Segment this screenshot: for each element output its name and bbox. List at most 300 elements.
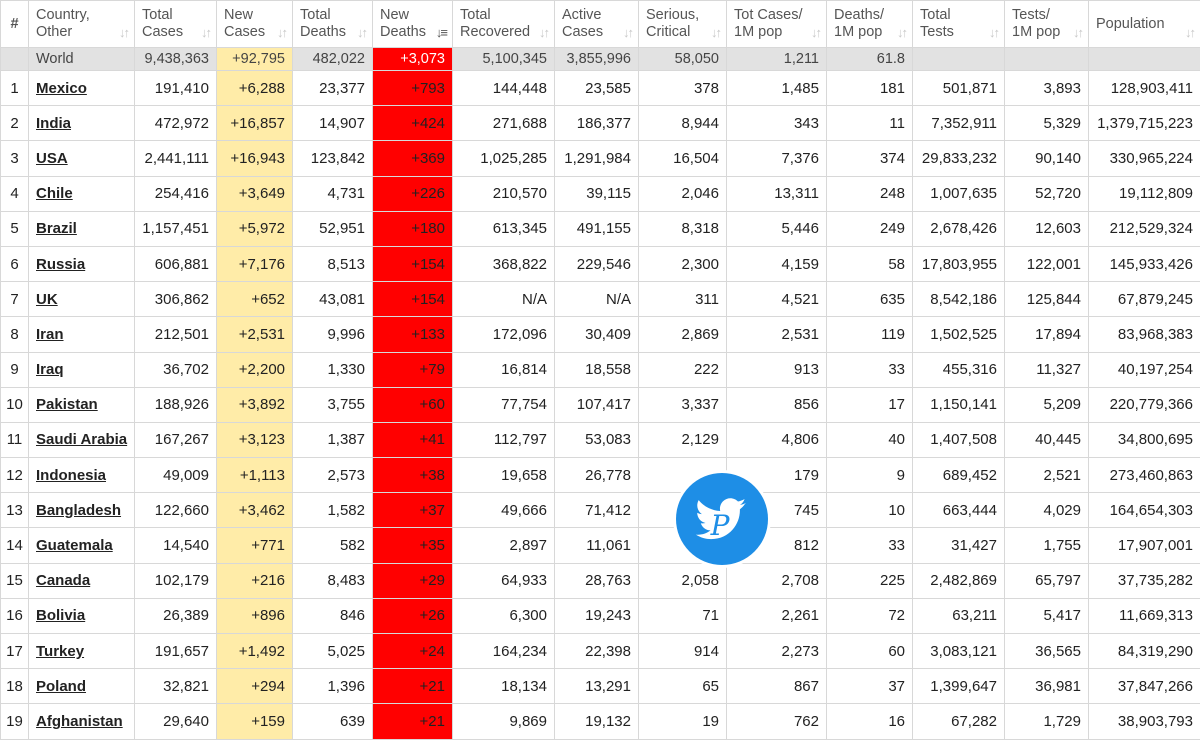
cell-serious-critical: 378 bbox=[639, 71, 727, 106]
cell-population: 83,968,383 bbox=[1089, 317, 1200, 352]
cell-tests-1m-pop: 5,209 bbox=[1005, 387, 1089, 422]
cell-total-recovered: 172,096 bbox=[453, 317, 555, 352]
cell-population: 37,735,282 bbox=[1089, 563, 1200, 598]
table-row bbox=[1, 528, 1200, 563]
cell-total-cases: 2,441,111 bbox=[135, 141, 217, 176]
cell-total-deaths: 846 bbox=[293, 598, 373, 633]
cell-deaths-1m-pop: 16 bbox=[827, 704, 913, 739]
row-index: 6 bbox=[1, 246, 29, 281]
cell-deaths-1m-pop: 119 bbox=[827, 317, 913, 352]
table-row bbox=[1, 246, 1200, 281]
cell-total-tests: 663,444 bbox=[913, 493, 1005, 528]
cell-deaths-1m-pop: 33 bbox=[827, 352, 913, 387]
cell-deaths-1m-pop: 60 bbox=[827, 634, 913, 669]
cell-total-cases: 36,702 bbox=[135, 352, 217, 387]
cell-total-tests: 63,211 bbox=[913, 598, 1005, 633]
cell-active-cases: 30,409 bbox=[555, 317, 639, 352]
cell-total-tests: 1,502,525 bbox=[913, 317, 1005, 352]
cell-active-cases: 53,083 bbox=[555, 422, 639, 457]
cell-active-cases: 39,115 bbox=[555, 176, 639, 211]
cell-population: 164,654,303 bbox=[1089, 493, 1200, 528]
cell-new-deaths: +424 bbox=[373, 106, 453, 141]
cell-total-recovered: 368,822 bbox=[453, 246, 555, 281]
cell-new-cases: +216 bbox=[217, 563, 293, 598]
cell-total-tests: 1,399,647 bbox=[913, 669, 1005, 704]
cell-tot-cases-1m-pop: 179 bbox=[727, 458, 827, 493]
cell-active-cases: 11,061 bbox=[555, 528, 639, 563]
cell-population: 128,903,411 bbox=[1089, 71, 1200, 106]
cell-total-deaths: 3,755 bbox=[293, 387, 373, 422]
cell-tot-cases-1m-pop: 2,708 bbox=[727, 563, 827, 598]
country-link[interactable]: UK bbox=[29, 282, 135, 317]
cell-total-recovered: 9,869 bbox=[453, 704, 555, 739]
cell-deaths-1m-pop: 225 bbox=[827, 563, 913, 598]
cell-total-cases: 32,821 bbox=[135, 669, 217, 704]
cell-deaths-1m-pop: 72 bbox=[827, 598, 913, 633]
cell-population: 330,965,224 bbox=[1089, 141, 1200, 176]
cell-total-tests: 29,833,232 bbox=[913, 141, 1005, 176]
sort-arrows-icon[interactable]: ↓↑ bbox=[357, 24, 366, 41]
cell-new-deaths: +24 bbox=[373, 634, 453, 669]
cell-total-tests: 455,316 bbox=[913, 352, 1005, 387]
cell-total-recovered: 16,814 bbox=[453, 352, 555, 387]
country-link[interactable]: Indonesia bbox=[29, 458, 135, 493]
cell-active-cases: 28,763 bbox=[555, 563, 639, 598]
cell-total-recovered: N/A bbox=[453, 282, 555, 317]
world-label: World bbox=[29, 48, 135, 71]
cell-tot-cases-1m-pop: 856 bbox=[727, 387, 827, 422]
cell-total-recovered: 19,658 bbox=[453, 458, 555, 493]
cell-total-deaths: 639 bbox=[293, 704, 373, 739]
cell-tests-1m-pop: 5,329 bbox=[1005, 106, 1089, 141]
cell-active-cases: 1,291,984 bbox=[555, 141, 639, 176]
cell-total-cases: 102,179 bbox=[135, 563, 217, 598]
cell-total-tests: 7,352,911 bbox=[913, 106, 1005, 141]
cell-total-deaths: 5,025 bbox=[293, 634, 373, 669]
cell-total-deaths: 582 bbox=[293, 528, 373, 563]
sort-arrows-icon[interactable]: ↓↑ bbox=[119, 24, 128, 41]
table-row bbox=[1, 598, 1200, 633]
column-header-new-deaths[interactable]: New Deaths ↓≡ bbox=[373, 1, 453, 48]
table-row bbox=[1, 71, 1200, 106]
cell-total-deaths: 14,907 bbox=[293, 106, 373, 141]
cell-total-cases: 188,926 bbox=[135, 387, 217, 422]
cell-tests-1m-pop: 3,893 bbox=[1005, 71, 1089, 106]
cell-total-cases: 26,389 bbox=[135, 598, 217, 633]
cell-population: 40,197,254 bbox=[1089, 352, 1200, 387]
cell-total-recovered: 210,570 bbox=[453, 176, 555, 211]
cell-total-deaths: 2,573 bbox=[293, 458, 373, 493]
country-link[interactable]: Pakistan bbox=[29, 387, 135, 422]
cell-new-cases: +1,113 bbox=[217, 458, 293, 493]
cell-deaths-1m-pop: 181 bbox=[827, 71, 913, 106]
country-link[interactable]: USA bbox=[29, 141, 135, 176]
row-index: 3 bbox=[1, 141, 29, 176]
table-body bbox=[1, 48, 1200, 740]
cell-new-deaths: +35 bbox=[373, 528, 453, 563]
cell-total-tests: 67,282 bbox=[913, 704, 1005, 739]
row-index: 9 bbox=[1, 352, 29, 387]
row-index: 12 bbox=[1, 458, 29, 493]
table-row bbox=[1, 634, 1200, 669]
cell-total-tests: 2,482,869 bbox=[913, 563, 1005, 598]
cell-deaths-1m-pop: 33 bbox=[827, 528, 913, 563]
cell-total-recovered: 77,754 bbox=[453, 387, 555, 422]
table-row bbox=[1, 352, 1200, 387]
cell-population: 84,319,290 bbox=[1089, 634, 1200, 669]
cell-total-cases: 306,862 bbox=[135, 282, 217, 317]
cell-active-cases: 3,855,996 bbox=[555, 48, 639, 71]
sort-arrows-icon[interactable]: ↓↑ bbox=[897, 24, 906, 41]
cell-deaths-1m-pop: 11 bbox=[827, 106, 913, 141]
cell-new-cases: +5,972 bbox=[217, 211, 293, 246]
cell-serious-critical: 16,504 bbox=[639, 141, 727, 176]
cell-active-cases: 229,546 bbox=[555, 246, 639, 281]
column-header-index[interactable]: # bbox=[1, 1, 29, 48]
country-link[interactable]: Bangladesh bbox=[29, 493, 135, 528]
row-index: 16 bbox=[1, 598, 29, 633]
sort-arrows-icon[interactable]: ↓↑ bbox=[1185, 24, 1194, 41]
column-header-serious-critical[interactable]: Serious, Critical ↓↑ bbox=[639, 1, 727, 48]
cell-tot-cases-1m-pop: 13,311 bbox=[727, 176, 827, 211]
cell-new-deaths: +21 bbox=[373, 704, 453, 739]
cell-total-deaths: 8,483 bbox=[293, 563, 373, 598]
cell-tests-1m-pop: 65,797 bbox=[1005, 563, 1089, 598]
cell-new-cases: +771 bbox=[217, 528, 293, 563]
column-header-tot-cases-1m-pop[interactable]: Tot Cases/ 1M pop ↓↑ bbox=[727, 1, 827, 48]
cell-new-deaths: +37 bbox=[373, 493, 453, 528]
cell-total-tests: 17,803,955 bbox=[913, 246, 1005, 281]
country-link[interactable]: Guatemala bbox=[29, 528, 135, 563]
cell-total-recovered: 271,688 bbox=[453, 106, 555, 141]
cell-tot-cases-1m-pop: 5,446 bbox=[727, 211, 827, 246]
cell-tests-1m-pop: 12,603 bbox=[1005, 211, 1089, 246]
cell-total-recovered: 18,134 bbox=[453, 669, 555, 704]
cell-new-cases: +16,943 bbox=[217, 141, 293, 176]
cell-serious-critical: 8,318 bbox=[639, 211, 727, 246]
cell-active-cases: 71,412 bbox=[555, 493, 639, 528]
cell-active-cases: 107,417 bbox=[555, 387, 639, 422]
cell-serious-critical: 2,869 bbox=[639, 317, 727, 352]
cell-total-tests: 1,150,141 bbox=[913, 387, 1005, 422]
cell-new-deaths: +21 bbox=[373, 669, 453, 704]
cell-tot-cases-1m-pop: 4,159 bbox=[727, 246, 827, 281]
column-header-new-cases[interactable]: New Cases ↓↑ bbox=[217, 1, 293, 48]
cell-tot-cases-1m-pop: 2,273 bbox=[727, 634, 827, 669]
table-row bbox=[1, 458, 1200, 493]
table-row bbox=[1, 669, 1200, 704]
country-link[interactable]: Chile bbox=[29, 176, 135, 211]
cell-tot-cases-1m-pop: 4,521 bbox=[727, 282, 827, 317]
cell-total-tests: 3,083,121 bbox=[913, 634, 1005, 669]
cell-tests-1m-pop: 90,140 bbox=[1005, 141, 1089, 176]
cell-deaths-1m-pop: 58 bbox=[827, 246, 913, 281]
sort-arrows-icon[interactable]: ↓↑ bbox=[1073, 24, 1082, 41]
sort-arrows-icon[interactable]: ↓↑ bbox=[539, 24, 548, 41]
cell-tests-1m-pop bbox=[1005, 48, 1089, 71]
column-header-country-other[interactable]: Country, Other ↓↑ bbox=[29, 1, 135, 48]
cell-new-cases: +3,462 bbox=[217, 493, 293, 528]
column-header-total-tests[interactable]: Total Tests ↓↑ bbox=[913, 1, 1005, 48]
cell-deaths-1m-pop: 9 bbox=[827, 458, 913, 493]
cell-deaths-1m-pop: 10 bbox=[827, 493, 913, 528]
row-index: 14 bbox=[1, 528, 29, 563]
cell-total-recovered: 164,234 bbox=[453, 634, 555, 669]
cell-total-deaths: 1,582 bbox=[293, 493, 373, 528]
cell-new-cases: +2,200 bbox=[217, 352, 293, 387]
cell-new-cases: +1,492 bbox=[217, 634, 293, 669]
table-row bbox=[1, 704, 1200, 739]
country-link[interactable]: Poland bbox=[29, 669, 135, 704]
row-index: 10 bbox=[1, 387, 29, 422]
row-index: 19 bbox=[1, 704, 29, 739]
sort-arrows-icon[interactable]: ↓≡ bbox=[436, 24, 446, 41]
sort-arrows-icon[interactable]: ↓↑ bbox=[277, 24, 286, 41]
country-link[interactable]: Bolivia bbox=[29, 598, 135, 633]
cell-total-cases: 191,410 bbox=[135, 71, 217, 106]
cell-new-deaths: +133 bbox=[373, 317, 453, 352]
row-index: 13 bbox=[1, 493, 29, 528]
cell-total-recovered: 64,933 bbox=[453, 563, 555, 598]
row-index: 2 bbox=[1, 106, 29, 141]
cell-total-deaths: 43,081 bbox=[293, 282, 373, 317]
cell-new-cases: +16,857 bbox=[217, 106, 293, 141]
row-index: 5 bbox=[1, 211, 29, 246]
cell-total-deaths: 8,513 bbox=[293, 246, 373, 281]
cell-new-cases: +3,892 bbox=[217, 387, 293, 422]
cell-total-cases: 49,009 bbox=[135, 458, 217, 493]
country-link[interactable]: Iran bbox=[29, 317, 135, 352]
cell-tests-1m-pop: 5,417 bbox=[1005, 598, 1089, 633]
cell-population: 220,779,366 bbox=[1089, 387, 1200, 422]
cell-population: 37,847,266 bbox=[1089, 669, 1200, 704]
cell-tests-1m-pop: 125,844 bbox=[1005, 282, 1089, 317]
cell-population: 67,879,245 bbox=[1089, 282, 1200, 317]
cell-total-cases: 472,972 bbox=[135, 106, 217, 141]
cell-population: 1,379,715,223 bbox=[1089, 106, 1200, 141]
twitter-watermark bbox=[676, 473, 768, 565]
cell-active-cases: 23,585 bbox=[555, 71, 639, 106]
cell-serious-critical: 19 bbox=[639, 704, 727, 739]
country-link[interactable]: Canada bbox=[29, 563, 135, 598]
row-index bbox=[1, 48, 29, 71]
table-row bbox=[1, 422, 1200, 457]
column-header-total-recovered[interactable]: Total Recovered ↓↑ bbox=[453, 1, 555, 48]
cell-total-cases: 14,540 bbox=[135, 528, 217, 563]
cell-serious-critical: 2,046 bbox=[639, 176, 727, 211]
cell-population: 34,800,695 bbox=[1089, 422, 1200, 457]
cell-population: 19,112,809 bbox=[1089, 176, 1200, 211]
cell-total-cases: 606,881 bbox=[135, 246, 217, 281]
country-link[interactable]: Saudi Arabia bbox=[29, 422, 135, 457]
cell-tot-cases-1m-pop: 2,261 bbox=[727, 598, 827, 633]
cell-active-cases: 22,398 bbox=[555, 634, 639, 669]
row-index: 8 bbox=[1, 317, 29, 352]
cell-new-deaths: +29 bbox=[373, 563, 453, 598]
twitter-bird-icon bbox=[676, 473, 768, 565]
cell-tot-cases-1m-pop: 2,531 bbox=[727, 317, 827, 352]
row-index: 11 bbox=[1, 422, 29, 457]
table-row bbox=[1, 282, 1200, 317]
column-header-total-cases[interactable]: Total Cases ↓↑ bbox=[135, 1, 217, 48]
cell-tests-1m-pop: 4,029 bbox=[1005, 493, 1089, 528]
cell-total-recovered: 6,300 bbox=[453, 598, 555, 633]
cell-new-cases: +294 bbox=[217, 669, 293, 704]
cell-total-deaths: 482,022 bbox=[293, 48, 373, 71]
country-link[interactable]: Turkey bbox=[29, 634, 135, 669]
sort-arrows-icon[interactable]: ↓↑ bbox=[201, 24, 210, 41]
cell-serious-critical: 2,058 bbox=[639, 563, 727, 598]
row-index: 7 bbox=[1, 282, 29, 317]
cell-tot-cases-1m-pop: 1,485 bbox=[727, 71, 827, 106]
country-link[interactable]: Afghanistan bbox=[29, 704, 135, 739]
cell-new-deaths: +41 bbox=[373, 422, 453, 457]
cell-active-cases: 186,377 bbox=[555, 106, 639, 141]
cell-new-cases: +3,123 bbox=[217, 422, 293, 457]
row-index: 18 bbox=[1, 669, 29, 704]
cell-tot-cases-1m-pop: 4,806 bbox=[727, 422, 827, 457]
cell-active-cases: N/A bbox=[555, 282, 639, 317]
cell-total-recovered: 49,666 bbox=[453, 493, 555, 528]
cell-total-cases: 29,640 bbox=[135, 704, 217, 739]
cell-total-deaths: 1,387 bbox=[293, 422, 373, 457]
table-row bbox=[1, 141, 1200, 176]
cell-total-tests: 2,678,426 bbox=[913, 211, 1005, 246]
table-row bbox=[1, 176, 1200, 211]
world-total-row bbox=[1, 48, 1200, 71]
cell-total-deaths: 9,996 bbox=[293, 317, 373, 352]
column-header-tests-1m-pop[interactable]: Tests/ 1M pop ↓↑ bbox=[1005, 1, 1089, 48]
cell-new-deaths: +60 bbox=[373, 387, 453, 422]
column-header-deaths-1m-pop[interactable]: Deaths/ 1M pop ↓↑ bbox=[827, 1, 913, 48]
cell-population: 273,460,863 bbox=[1089, 458, 1200, 493]
column-header-total-deaths[interactable]: Total Deaths ↓↑ bbox=[293, 1, 373, 48]
cell-new-deaths: +369 bbox=[373, 141, 453, 176]
country-link[interactable]: Mexico bbox=[29, 71, 135, 106]
cell-total-deaths: 1,330 bbox=[293, 352, 373, 387]
cell-serious-critical: 2,129 bbox=[639, 422, 727, 457]
row-index: 1 bbox=[1, 71, 29, 106]
cell-deaths-1m-pop: 37 bbox=[827, 669, 913, 704]
cell-total-cases: 191,657 bbox=[135, 634, 217, 669]
cell-tests-1m-pop: 36,981 bbox=[1005, 669, 1089, 704]
cell-population: 11,669,313 bbox=[1089, 598, 1200, 633]
cell-total-tests: 1,007,635 bbox=[913, 176, 1005, 211]
cell-new-cases: +3,649 bbox=[217, 176, 293, 211]
cell-tests-1m-pop: 2,521 bbox=[1005, 458, 1089, 493]
cell-tot-cases-1m-pop: 745 bbox=[727, 493, 827, 528]
cell-tests-1m-pop: 11,327 bbox=[1005, 352, 1089, 387]
cell-new-deaths: +154 bbox=[373, 246, 453, 281]
cell-total-deaths: 123,842 bbox=[293, 141, 373, 176]
cell-new-deaths: +26 bbox=[373, 598, 453, 633]
cell-new-cases: +92,795 bbox=[217, 48, 293, 71]
cell-tests-1m-pop: 17,894 bbox=[1005, 317, 1089, 352]
cell-total-cases: 122,660 bbox=[135, 493, 217, 528]
cell-active-cases: 19,243 bbox=[555, 598, 639, 633]
cell-total-cases: 212,501 bbox=[135, 317, 217, 352]
cell-total-tests: 1,407,508 bbox=[913, 422, 1005, 457]
cell-new-deaths: +226 bbox=[373, 176, 453, 211]
cell-tests-1m-pop: 122,001 bbox=[1005, 246, 1089, 281]
cell-tot-cases-1m-pop: 1,211 bbox=[727, 48, 827, 71]
column-header-active-cases[interactable]: Active Cases ↓↑ bbox=[555, 1, 639, 48]
table-row bbox=[1, 211, 1200, 246]
cell-tot-cases-1m-pop: 812 bbox=[727, 528, 827, 563]
cell-new-deaths: +180 bbox=[373, 211, 453, 246]
cell-serious-critical: 914 bbox=[639, 634, 727, 669]
sort-arrows-icon[interactable]: ↓↑ bbox=[811, 24, 820, 41]
cell-total-deaths: 1,396 bbox=[293, 669, 373, 704]
cell-population: 145,933,426 bbox=[1089, 246, 1200, 281]
cell-new-cases: +896 bbox=[217, 598, 293, 633]
cell-total-recovered: 112,797 bbox=[453, 422, 555, 457]
cell-deaths-1m-pop: 17 bbox=[827, 387, 913, 422]
cell-tests-1m-pop: 1,729 bbox=[1005, 704, 1089, 739]
table-row bbox=[1, 106, 1200, 141]
table-row bbox=[1, 493, 1200, 528]
cell-total-tests bbox=[913, 48, 1005, 71]
cell-population: 212,529,324 bbox=[1089, 211, 1200, 246]
country-link[interactable]: India bbox=[29, 106, 135, 141]
cell-population bbox=[1089, 48, 1200, 71]
cell-total-cases: 167,267 bbox=[135, 422, 217, 457]
cell-total-deaths: 52,951 bbox=[293, 211, 373, 246]
table-row bbox=[1, 563, 1200, 598]
cell-deaths-1m-pop: 635 bbox=[827, 282, 913, 317]
cell-tot-cases-1m-pop: 762 bbox=[727, 704, 827, 739]
cell-active-cases: 18,558 bbox=[555, 352, 639, 387]
cell-serious-critical: 311 bbox=[639, 282, 727, 317]
cell-deaths-1m-pop: 374 bbox=[827, 141, 913, 176]
row-index: 15 bbox=[1, 563, 29, 598]
cell-active-cases: 26,778 bbox=[555, 458, 639, 493]
cell-serious-critical: 3,337 bbox=[639, 387, 727, 422]
cell-new-cases: +7,176 bbox=[217, 246, 293, 281]
cell-total-tests: 689,452 bbox=[913, 458, 1005, 493]
cell-total-recovered: 613,345 bbox=[453, 211, 555, 246]
cell-serious-critical: 222 bbox=[639, 352, 727, 387]
sort-arrows-icon[interactable]: ↓↑ bbox=[623, 24, 632, 41]
cell-active-cases: 491,155 bbox=[555, 211, 639, 246]
cell-deaths-1m-pop: 248 bbox=[827, 176, 913, 211]
cell-new-cases: +652 bbox=[217, 282, 293, 317]
cell-active-cases: 19,132 bbox=[555, 704, 639, 739]
cell-tests-1m-pop: 36,565 bbox=[1005, 634, 1089, 669]
country-link[interactable]: Iraq bbox=[29, 352, 135, 387]
cell-new-cases: +159 bbox=[217, 704, 293, 739]
cell-total-recovered: 144,448 bbox=[453, 71, 555, 106]
cell-total-cases: 1,157,451 bbox=[135, 211, 217, 246]
cell-population: 17,907,001 bbox=[1089, 528, 1200, 563]
cell-serious-critical: 58,050 bbox=[639, 48, 727, 71]
cell-active-cases: 13,291 bbox=[555, 669, 639, 704]
country-link[interactable]: Brazil bbox=[29, 211, 135, 246]
sort-arrows-icon[interactable]: ↓↑ bbox=[711, 24, 720, 41]
cell-tests-1m-pop: 40,445 bbox=[1005, 422, 1089, 457]
cell-tot-cases-1m-pop: 7,376 bbox=[727, 141, 827, 176]
table-row bbox=[1, 317, 1200, 352]
cell-total-tests: 31,427 bbox=[913, 528, 1005, 563]
cell-deaths-1m-pop: 61.8 bbox=[827, 48, 913, 71]
country-link[interactable]: Russia bbox=[29, 246, 135, 281]
table-row bbox=[1, 387, 1200, 422]
column-header-population[interactable]: Population ↓↑ bbox=[1089, 1, 1200, 48]
cell-total-cases: 254,416 bbox=[135, 176, 217, 211]
cell-total-deaths: 4,731 bbox=[293, 176, 373, 211]
cell-tot-cases-1m-pop: 343 bbox=[727, 106, 827, 141]
sort-arrows-icon[interactable]: ↓↑ bbox=[989, 24, 998, 41]
